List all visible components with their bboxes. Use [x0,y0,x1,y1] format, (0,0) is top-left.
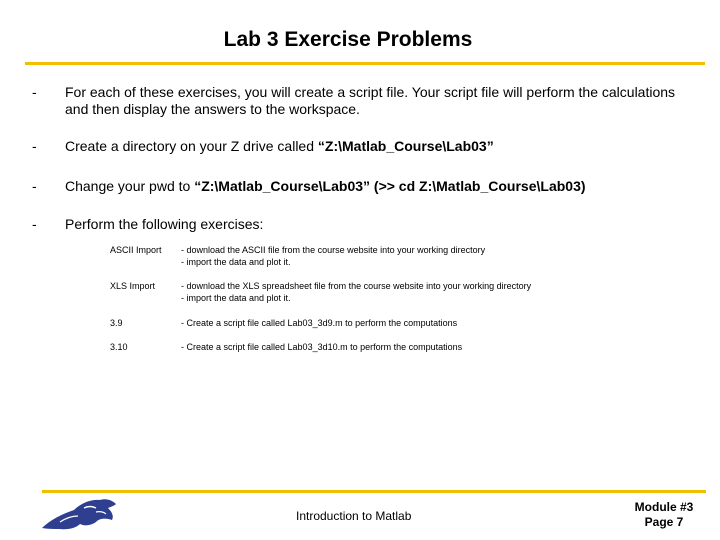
exercise-line: - Create a script file called Lab03_3d9.m to perform the computations [181,318,458,328]
directory-path: “Z:\Matlab_Course\Lab03” [317,138,494,154]
bullet-text-create-directory [65,138,695,155]
footer-divider [42,490,706,493]
bobcat-logo-icon [40,496,120,532]
bullet-text-prefix: Change your pwd to [65,178,195,194]
bullet-text-script-file: For each of these exercises, you will create a script file. Your script file will perform the calculations and then display the answers to the workspace. [65,84,676,117]
module-number: Module #3 [634,500,694,514]
exercise-description [181,341,601,353]
page-number: Page 7 [644,515,684,529]
exercise-line: - download the ASCII file from the course website into your working directory [181,245,486,255]
bullet-text-change-pwd [65,178,695,195]
exercise-label: 3.10 [110,342,128,352]
page-title: Lab 3 Exercise Problems [223,28,473,51]
module-page-label [628,500,700,530]
exercise-line: - download the XLS spreadsheet file from the course website into your working directory [181,281,532,291]
bullet-text-perform-exercises: Perform the following exercises: [65,216,264,232]
exercise-label: XLS Import [110,281,156,291]
exercise-description [181,244,601,268]
exercise-description [181,317,601,329]
exercise-line: - import the data and plot it. [181,257,291,267]
exercise-line: - Create a script file called Lab03_3d10.m to perform the computations [181,342,463,352]
bullet-marker: - [32,178,37,194]
bullet-marker: - [32,138,37,154]
pwd-command: “Z:\Matlab_Course\Lab03” (>> cd Z:\Matlab_Course\Lab03) [194,178,586,194]
exercise-label: 3.9 [110,318,123,328]
footer-course-title: Introduction to Matlab [296,509,412,523]
bullet-marker: - [32,84,37,100]
exercise-description [181,280,601,304]
title-divider [25,62,705,65]
exercise-line: - import the data and plot it. [181,293,291,303]
exercise-label: ASCII Import [110,245,162,255]
bullet-marker: - [32,216,37,232]
bullet-text-prefix: Create a directory on your Z drive called [65,138,318,154]
